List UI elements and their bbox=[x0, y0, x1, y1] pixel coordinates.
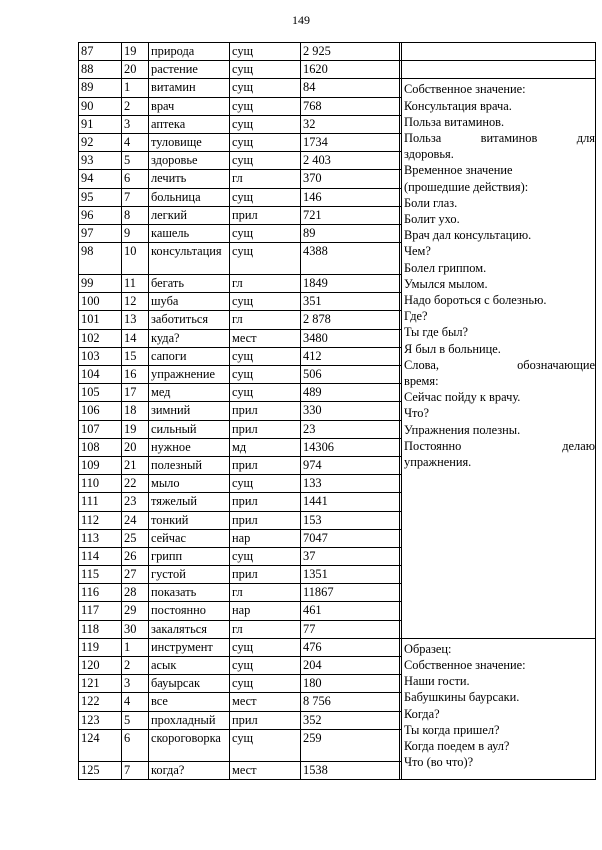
lesson-number: 2 bbox=[122, 97, 149, 115]
spacer-cell bbox=[400, 384, 402, 402]
spacer-cell bbox=[400, 243, 402, 275]
lesson-number: 12 bbox=[122, 293, 149, 311]
note-line: упражнения. bbox=[404, 455, 472, 470]
word-cell: все bbox=[149, 693, 230, 711]
word-cell: асык bbox=[149, 657, 230, 675]
note-line: Болел гриппом. bbox=[404, 260, 487, 275]
word-cell: мыло bbox=[149, 475, 230, 493]
frequency-cell: 721 bbox=[301, 206, 400, 224]
part-of-speech-cell: сущ bbox=[230, 188, 301, 206]
word-cell: густой bbox=[149, 566, 230, 584]
frequency-cell: 37 bbox=[301, 547, 400, 565]
lesson-number: 17 bbox=[122, 384, 149, 402]
part-of-speech-cell: сущ bbox=[230, 657, 301, 675]
row-number: 94 bbox=[79, 170, 122, 188]
frequency-cell: 146 bbox=[301, 188, 400, 206]
frequency-cell: 370 bbox=[301, 170, 400, 188]
lesson-number: 4 bbox=[122, 693, 149, 711]
frequency-cell: 14306 bbox=[301, 438, 400, 456]
spacer-cell bbox=[400, 657, 402, 675]
note-line: Польза витаминов для bbox=[404, 130, 595, 145]
frequency-cell: 506 bbox=[301, 366, 400, 384]
row-number: 121 bbox=[79, 675, 122, 693]
frequency-cell: 204 bbox=[301, 657, 400, 675]
lesson-number: 20 bbox=[122, 438, 149, 456]
frequency-cell: 2 925 bbox=[301, 43, 400, 61]
part-of-speech-cell: прил bbox=[230, 206, 301, 224]
frequency-cell: 2 403 bbox=[301, 152, 400, 170]
spacer-cell bbox=[400, 566, 402, 584]
spacer-cell bbox=[400, 529, 402, 547]
lesson-number: 29 bbox=[122, 602, 149, 620]
frequency-cell: 1620 bbox=[301, 61, 400, 79]
lesson-number: 1 bbox=[122, 638, 149, 656]
row-number: 125 bbox=[79, 761, 122, 779]
notes-block1 bbox=[402, 79, 596, 638]
lesson-number: 18 bbox=[122, 402, 149, 420]
part-of-speech-cell: мест bbox=[230, 693, 301, 711]
part-of-speech-cell: прил bbox=[230, 511, 301, 529]
word-cell: бегать bbox=[149, 275, 230, 293]
part-of-speech-cell: прил bbox=[230, 566, 301, 584]
frequency-cell: 768 bbox=[301, 97, 400, 115]
table-row bbox=[79, 61, 596, 79]
frequency-cell: 133 bbox=[301, 475, 400, 493]
frequency-cell: 180 bbox=[301, 675, 400, 693]
spacer-cell bbox=[400, 602, 402, 620]
row-number: 102 bbox=[79, 329, 122, 347]
note-line: Болит ухо. bbox=[404, 212, 460, 226]
lesson-number: 3 bbox=[122, 675, 149, 693]
lesson-number: 6 bbox=[122, 729, 149, 761]
part-of-speech-cell: сущ bbox=[230, 475, 301, 493]
word-cell: туловище bbox=[149, 133, 230, 151]
spacer-cell bbox=[400, 475, 402, 493]
spacer-cell bbox=[400, 438, 402, 456]
frequency-cell: 412 bbox=[301, 347, 400, 365]
notes-block2 bbox=[402, 638, 596, 779]
note-line: Слова, обозначающие bbox=[404, 357, 595, 372]
word-cell: тонкий bbox=[149, 511, 230, 529]
row-number: 93 bbox=[79, 152, 122, 170]
note-line: Когда? bbox=[404, 706, 440, 721]
part-of-speech-cell: мд bbox=[230, 438, 301, 456]
spacer-cell bbox=[400, 675, 402, 693]
spacer-cell bbox=[400, 547, 402, 565]
word-cell: тяжелый bbox=[149, 493, 230, 511]
frequency-cell: 351 bbox=[301, 293, 400, 311]
lesson-number: 24 bbox=[122, 511, 149, 529]
part-of-speech-cell: сущ bbox=[230, 133, 301, 151]
row-number: 124 bbox=[79, 729, 122, 761]
spacer-cell bbox=[400, 293, 402, 311]
part-of-speech-cell: прил bbox=[230, 711, 301, 729]
lesson-number: 7 bbox=[122, 188, 149, 206]
lesson-number: 1 bbox=[122, 79, 149, 97]
word-cell: скороговорка bbox=[149, 729, 230, 761]
row-number: 88 bbox=[79, 61, 122, 79]
row-number: 91 bbox=[79, 115, 122, 133]
note-line: Когда поедем в аул? bbox=[404, 739, 510, 754]
spacer-cell bbox=[400, 729, 402, 761]
word-cell: бауырсак bbox=[149, 675, 230, 693]
frequency-cell: 330 bbox=[301, 402, 400, 420]
note-line: Временное значение bbox=[404, 163, 513, 178]
row-number: 103 bbox=[79, 347, 122, 365]
row-number: 115 bbox=[79, 566, 122, 584]
frequency-cell: 1538 bbox=[301, 761, 400, 779]
lesson-number: 4 bbox=[122, 133, 149, 151]
part-of-speech-cell: сущ bbox=[230, 243, 301, 275]
lesson-number: 23 bbox=[122, 493, 149, 511]
spacer-cell bbox=[400, 420, 402, 438]
frequency-cell: 1849 bbox=[301, 275, 400, 293]
part-of-speech-cell: сущ bbox=[230, 115, 301, 133]
word-cell: аптека bbox=[149, 115, 230, 133]
row-number: 89 bbox=[79, 79, 122, 97]
lesson-number: 25 bbox=[122, 529, 149, 547]
frequency-cell: 7047 bbox=[301, 529, 400, 547]
word-cell: нужное bbox=[149, 438, 230, 456]
row-number: 120 bbox=[79, 657, 122, 675]
frequency-cell: 3480 bbox=[301, 329, 400, 347]
spacer-cell bbox=[400, 206, 402, 224]
frequency-cell: 1441 bbox=[301, 493, 400, 511]
word-cell: инструмент bbox=[149, 638, 230, 656]
row-number: 116 bbox=[79, 584, 122, 602]
word-cell: сильный bbox=[149, 420, 230, 438]
note-line: Упражнения полезны. bbox=[404, 422, 521, 437]
part-of-speech-cell: прил bbox=[230, 420, 301, 438]
vocabulary-table bbox=[78, 42, 596, 780]
lesson-number: 27 bbox=[122, 566, 149, 584]
page-number: 149 bbox=[292, 13, 310, 27]
row-number: 106 bbox=[79, 402, 122, 420]
note-line: здоровья. bbox=[404, 147, 454, 162]
row-number: 111 bbox=[79, 493, 122, 511]
frequency-cell: 476 bbox=[301, 638, 400, 656]
lesson-number: 13 bbox=[122, 311, 149, 329]
note-line: Врач дал консультацию. bbox=[404, 228, 532, 243]
note-line: Наши гости. bbox=[404, 674, 470, 689]
lesson-number: 26 bbox=[122, 547, 149, 565]
lesson-number: 19 bbox=[122, 43, 149, 61]
note-line: (прошедшие действия): bbox=[404, 179, 529, 194]
spacer-cell bbox=[400, 152, 402, 170]
part-of-speech-cell: сущ bbox=[230, 347, 301, 365]
row-number: 99 bbox=[79, 275, 122, 293]
lesson-number: 30 bbox=[122, 620, 149, 638]
part-of-speech-cell: сущ bbox=[230, 384, 301, 402]
row-number: 100 bbox=[79, 293, 122, 311]
table-row bbox=[79, 43, 596, 61]
spacer-cell bbox=[400, 402, 402, 420]
row-number: 95 bbox=[79, 188, 122, 206]
word-cell: постоянно bbox=[149, 602, 230, 620]
note-line: Бабушкины баурсаки. bbox=[404, 690, 520, 705]
part-of-speech-cell: сущ bbox=[230, 675, 301, 693]
spacer-cell bbox=[400, 97, 402, 115]
word-cell: врач bbox=[149, 97, 230, 115]
word-cell: упражнение bbox=[149, 366, 230, 384]
part-of-speech-cell: сущ bbox=[230, 97, 301, 115]
lesson-number: 21 bbox=[122, 456, 149, 474]
word-cell: природа bbox=[149, 43, 230, 61]
word-cell: кашель bbox=[149, 224, 230, 242]
row-number: 123 bbox=[79, 711, 122, 729]
spacer-cell bbox=[400, 115, 402, 133]
part-of-speech-cell: сущ bbox=[230, 547, 301, 565]
note-line: Что (во что)? bbox=[404, 755, 474, 770]
note-line: Постоянно делаю bbox=[404, 438, 595, 453]
frequency-cell: 32 bbox=[301, 115, 400, 133]
row-number: 117 bbox=[79, 602, 122, 620]
frequency-cell: 259 bbox=[301, 729, 400, 761]
word-cell: сапоги bbox=[149, 347, 230, 365]
spacer-cell bbox=[400, 224, 402, 242]
note-line: Я был в больнице. bbox=[404, 341, 501, 356]
spacer-cell bbox=[400, 347, 402, 365]
spacer-cell bbox=[400, 693, 402, 711]
part-of-speech-cell: прил bbox=[230, 456, 301, 474]
part-of-speech-cell: гл bbox=[230, 275, 301, 293]
empty-note-cell bbox=[402, 61, 596, 79]
frequency-cell: 1734 bbox=[301, 133, 400, 151]
word-cell: легкий bbox=[149, 206, 230, 224]
part-of-speech-cell: прил bbox=[230, 493, 301, 511]
lesson-number: 3 bbox=[122, 115, 149, 133]
frequency-cell: 23 bbox=[301, 420, 400, 438]
lesson-number: 22 bbox=[122, 475, 149, 493]
part-of-speech-cell: сущ bbox=[230, 61, 301, 79]
row-number: 90 bbox=[79, 97, 122, 115]
spacer-cell bbox=[400, 188, 402, 206]
frequency-cell: 8 756 bbox=[301, 693, 400, 711]
spacer-cell bbox=[400, 170, 402, 188]
note-line: время: bbox=[404, 374, 439, 389]
part-of-speech-cell: нар bbox=[230, 529, 301, 547]
note-line: Чем? bbox=[404, 244, 431, 259]
row-number: 114 bbox=[79, 547, 122, 565]
frequency-cell: 352 bbox=[301, 711, 400, 729]
part-of-speech-cell: гл bbox=[230, 170, 301, 188]
part-of-speech-cell: мест bbox=[230, 761, 301, 779]
frequency-cell: 4388 bbox=[301, 243, 400, 275]
lesson-number: 2 bbox=[122, 657, 149, 675]
frequency-cell: 1351 bbox=[301, 566, 400, 584]
row-number: 107 bbox=[79, 420, 122, 438]
frequency-cell: 461 bbox=[301, 602, 400, 620]
word-cell: показать bbox=[149, 584, 230, 602]
lesson-number: 7 bbox=[122, 761, 149, 779]
spacer-cell bbox=[400, 711, 402, 729]
note-line: Что? bbox=[404, 406, 429, 421]
part-of-speech-cell: гл bbox=[230, 620, 301, 638]
part-of-speech-cell: сущ bbox=[230, 293, 301, 311]
part-of-speech-cell: сущ bbox=[230, 729, 301, 761]
word-cell: больница bbox=[149, 188, 230, 206]
row-number: 109 bbox=[79, 456, 122, 474]
row-number: 105 bbox=[79, 384, 122, 402]
note-line: Ты когда пришел? bbox=[404, 722, 500, 737]
table-row bbox=[79, 79, 596, 97]
note-line: Умылся мылом. bbox=[404, 276, 488, 291]
frequency-cell: 153 bbox=[301, 511, 400, 529]
spacer-cell bbox=[400, 761, 402, 779]
row-number: 101 bbox=[79, 311, 122, 329]
spacer-cell bbox=[400, 329, 402, 347]
row-number: 118 bbox=[79, 620, 122, 638]
row-number: 97 bbox=[79, 224, 122, 242]
note-line: Собственное значение: bbox=[404, 82, 526, 97]
word-cell: зимний bbox=[149, 402, 230, 420]
note-line: Где? bbox=[404, 309, 428, 324]
word-cell: грипп bbox=[149, 547, 230, 565]
lesson-number: 14 bbox=[122, 329, 149, 347]
lesson-number: 28 bbox=[122, 584, 149, 602]
word-cell: здоровье bbox=[149, 152, 230, 170]
spacer-cell bbox=[400, 133, 402, 151]
word-cell: растение bbox=[149, 61, 230, 79]
part-of-speech-cell: сущ bbox=[230, 43, 301, 61]
note-line: Консультация врача. bbox=[404, 98, 512, 113]
lesson-number: 20 bbox=[122, 61, 149, 79]
table-row bbox=[79, 638, 596, 656]
spacer-cell bbox=[400, 311, 402, 329]
word-cell: закаляться bbox=[149, 620, 230, 638]
part-of-speech-cell: сущ bbox=[230, 152, 301, 170]
lesson-number: 10 bbox=[122, 243, 149, 275]
word-cell: куда? bbox=[149, 329, 230, 347]
spacer-cell bbox=[400, 620, 402, 638]
part-of-speech-cell: нар bbox=[230, 602, 301, 620]
spacer-cell bbox=[400, 366, 402, 384]
part-of-speech-cell: сущ bbox=[230, 366, 301, 384]
lesson-number: 6 bbox=[122, 170, 149, 188]
row-number: 119 bbox=[79, 638, 122, 656]
part-of-speech-cell: гл bbox=[230, 311, 301, 329]
spacer-cell bbox=[400, 493, 402, 511]
word-cell: мед bbox=[149, 384, 230, 402]
lesson-number: 8 bbox=[122, 206, 149, 224]
part-of-speech-cell: сущ bbox=[230, 638, 301, 656]
frequency-cell: 84 bbox=[301, 79, 400, 97]
lesson-number: 5 bbox=[122, 711, 149, 729]
spacer-cell bbox=[400, 275, 402, 293]
row-number: 87 bbox=[79, 43, 122, 61]
spacer-cell bbox=[400, 456, 402, 474]
part-of-speech-cell: сущ bbox=[230, 79, 301, 97]
row-number: 110 bbox=[79, 475, 122, 493]
empty-note-cell bbox=[402, 43, 596, 61]
frequency-cell: 974 bbox=[301, 456, 400, 474]
frequency-cell: 89 bbox=[301, 224, 400, 242]
note-line: Сейчас пойду к врачу. bbox=[404, 390, 521, 405]
lesson-number: 16 bbox=[122, 366, 149, 384]
part-of-speech-cell: сущ bbox=[230, 224, 301, 242]
lesson-number: 19 bbox=[122, 420, 149, 438]
spacer-cell bbox=[400, 511, 402, 529]
word-cell: лечить bbox=[149, 170, 230, 188]
row-number: 122 bbox=[79, 693, 122, 711]
part-of-speech-cell: гл bbox=[230, 584, 301, 602]
word-cell: сейчас bbox=[149, 529, 230, 547]
lesson-number: 9 bbox=[122, 224, 149, 242]
note-line: Боли глаз. bbox=[404, 195, 458, 210]
lesson-number: 15 bbox=[122, 347, 149, 365]
row-number: 104 bbox=[79, 366, 122, 384]
word-cell: шуба bbox=[149, 293, 230, 311]
word-cell: витамин bbox=[149, 79, 230, 97]
spacer-cell bbox=[400, 584, 402, 602]
row-number: 96 bbox=[79, 206, 122, 224]
row-number: 112 bbox=[79, 511, 122, 529]
lesson-number: 11 bbox=[122, 275, 149, 293]
lesson-number: 5 bbox=[122, 152, 149, 170]
note-line: Образец: bbox=[404, 641, 452, 656]
frequency-cell: 11867 bbox=[301, 584, 400, 602]
row-number: 92 bbox=[79, 133, 122, 151]
frequency-cell: 2 878 bbox=[301, 311, 400, 329]
row-number: 113 bbox=[79, 529, 122, 547]
word-cell: прохладный bbox=[149, 711, 230, 729]
frequency-cell: 489 bbox=[301, 384, 400, 402]
word-cell: полезный bbox=[149, 456, 230, 474]
word-cell: консультация bbox=[149, 243, 230, 275]
part-of-speech-cell: мест bbox=[230, 329, 301, 347]
row-number: 98 bbox=[79, 243, 122, 275]
note-line: Польза витаминов. bbox=[404, 114, 505, 129]
part-of-speech-cell: прил bbox=[230, 402, 301, 420]
word-cell: заботиться bbox=[149, 311, 230, 329]
note-line: Надо бороться с болезнью. bbox=[404, 293, 547, 308]
word-cell: когда? bbox=[149, 761, 230, 779]
note-line: Собственное значение: bbox=[404, 658, 526, 673]
frequency-cell: 77 bbox=[301, 620, 400, 638]
note-line: Ты где был? bbox=[404, 325, 469, 340]
row-number: 108 bbox=[79, 438, 122, 456]
